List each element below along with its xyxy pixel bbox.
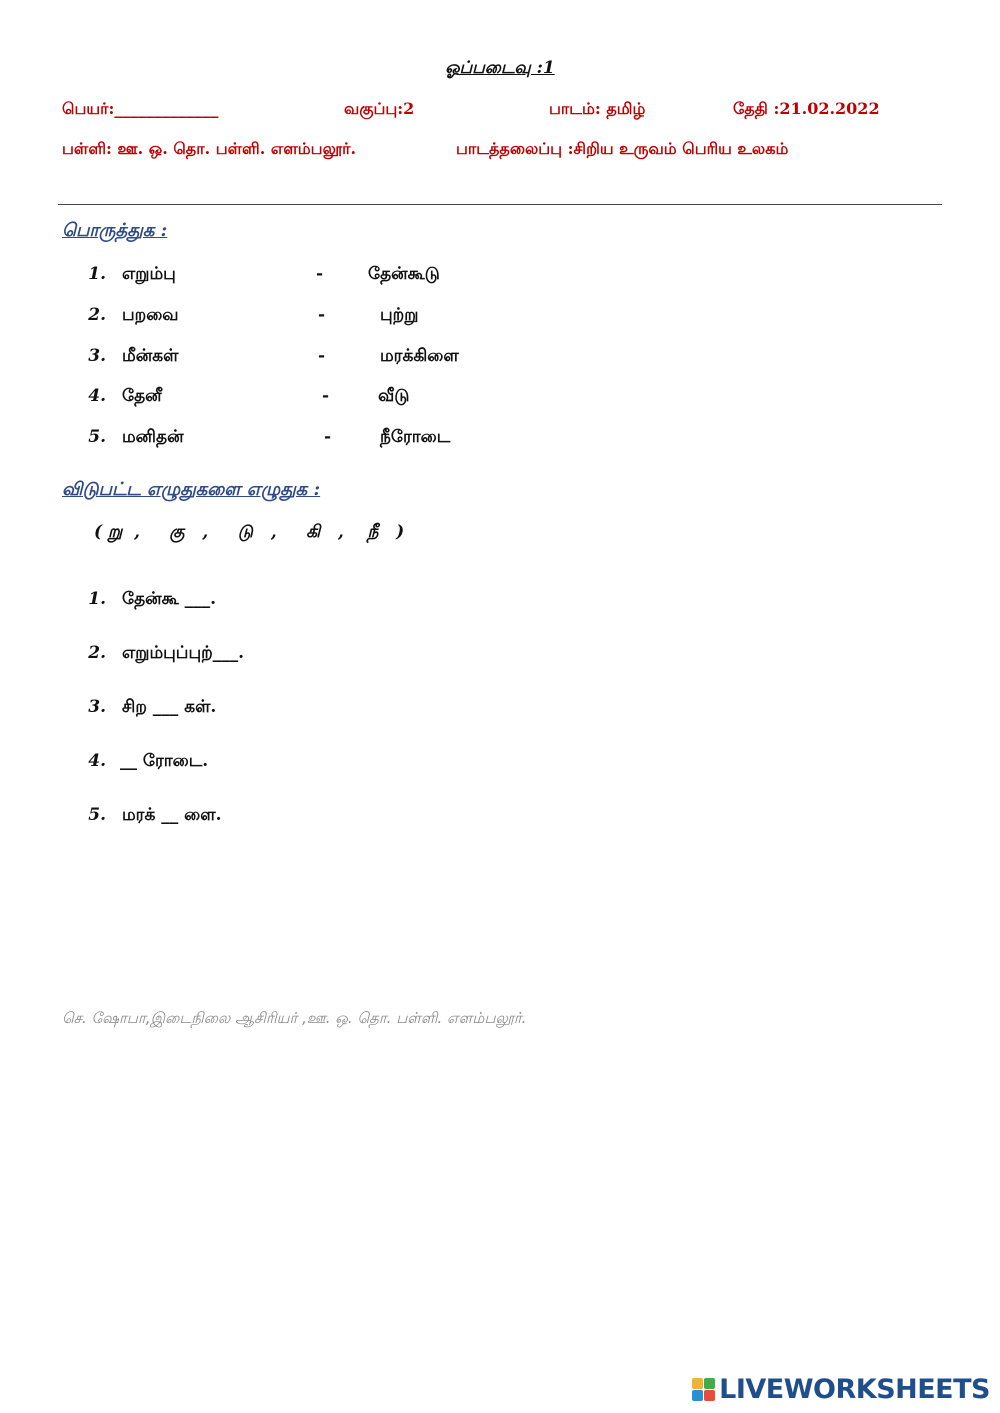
brand-text: LIVEWORKSHEETS bbox=[719, 1374, 990, 1405]
match-left-word: பறவை bbox=[122, 305, 179, 325]
liveworksheets-logo-icon bbox=[692, 1378, 715, 1401]
fill-item: எறும்புப்புற்___. bbox=[122, 643, 245, 663]
match-dash: - bbox=[316, 264, 324, 284]
match-right-word: வீடு bbox=[378, 386, 410, 406]
author-credit: செ. ஷோபா,இடைநிலை ஆசிரியர் ,ஊ. ஒ. தொ. பள்ளி. எளம்பலூர். bbox=[62, 1009, 527, 1027]
lesson-label: பாடத்தலைப்பு :சிறிய உருவம் பெரிய உலகம் bbox=[456, 139, 789, 158]
fill-item: சிற ___ கள். bbox=[122, 697, 217, 717]
class-label: வகுப்பு:2 bbox=[344, 99, 415, 118]
match-dash: - bbox=[322, 386, 330, 406]
letter-options: ( று , கு , டு , கி , நீ ) bbox=[94, 522, 405, 542]
fill-number: 2. bbox=[88, 643, 106, 663]
header-divider bbox=[58, 204, 942, 205]
worksheet-title: ஓப்படைவு :1 bbox=[445, 58, 555, 78]
match-number: 2. bbox=[88, 305, 106, 325]
match-number: 3. bbox=[88, 346, 106, 366]
match-right-word: மரக்கிளை bbox=[380, 346, 459, 366]
match-right-word: புற்று bbox=[380, 305, 419, 325]
match-heading: பொருத்துக : bbox=[62, 220, 168, 241]
match-right-word: தேன்கூடு bbox=[368, 264, 440, 284]
match-dash: - bbox=[318, 305, 326, 325]
name-label: பெயர்:_____________ bbox=[62, 99, 219, 118]
liveworksheets-brand[interactable] bbox=[692, 1374, 990, 1405]
match-number: 4. bbox=[88, 386, 106, 406]
match-left-word: மீன்கள் bbox=[122, 346, 179, 366]
school-label: பள்ளி: ஊ. ஒ. தொ. பள்ளி. எளம்பலூர். bbox=[62, 139, 357, 158]
fill-item: __ ரோடை. bbox=[120, 751, 209, 771]
fill-number: 4. bbox=[88, 751, 106, 771]
fill-item: மரக் __ ளை. bbox=[122, 805, 222, 825]
fill-number: 1. bbox=[88, 589, 106, 609]
date-label: தேதி :21.02.2022 bbox=[733, 99, 880, 118]
fill-item: தேன்கூ ___. bbox=[122, 589, 217, 609]
match-dash: - bbox=[324, 427, 332, 447]
match-left-word: மனிதன் bbox=[122, 427, 184, 447]
match-number: 5. bbox=[88, 427, 106, 447]
fill-number: 5. bbox=[88, 805, 106, 825]
fill-heading: விடுபட்ட எழுதுகளை எழுதுக : bbox=[62, 479, 321, 500]
match-dash: - bbox=[318, 346, 326, 366]
match-right-word: நீரோடை bbox=[380, 427, 451, 447]
match-number: 1. bbox=[88, 264, 106, 284]
fill-number: 3. bbox=[88, 697, 106, 717]
match-left-word: எறும்பு bbox=[122, 264, 176, 284]
match-left-word: தேனீ bbox=[122, 386, 162, 406]
subject-label: பாடம்: தமிழ் bbox=[549, 99, 646, 118]
